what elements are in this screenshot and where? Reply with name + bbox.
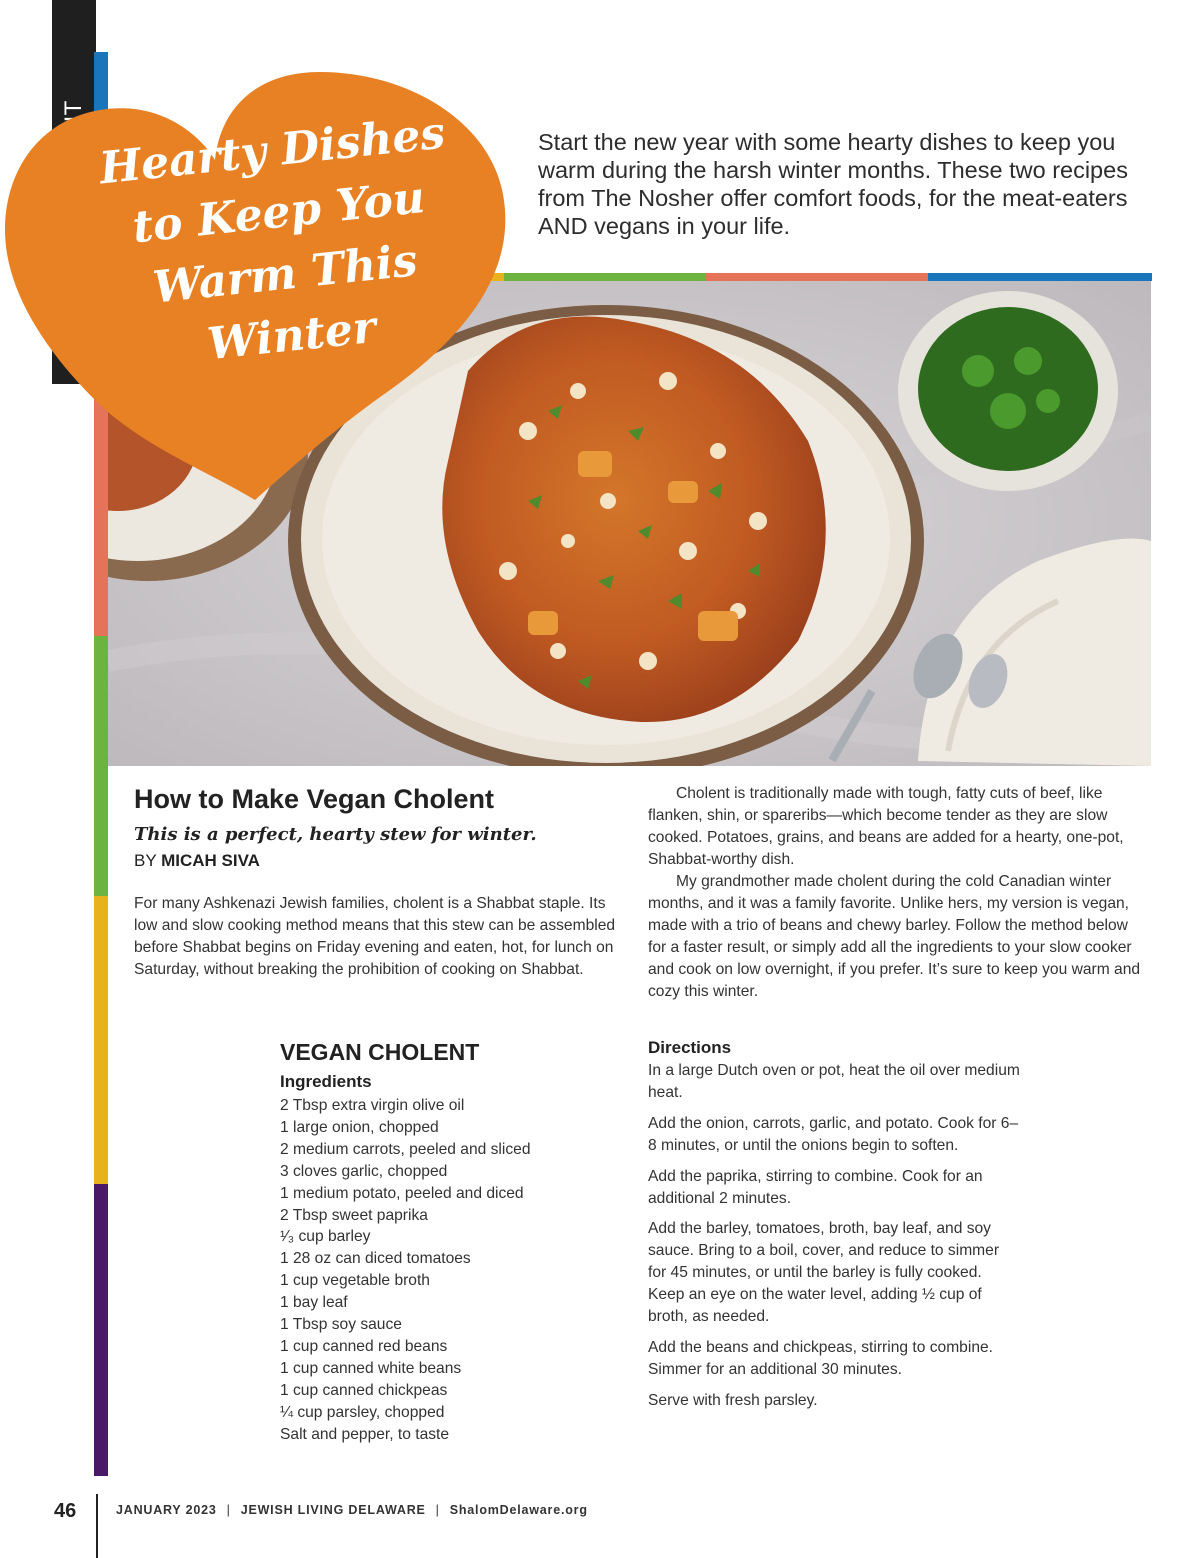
article-paragraph-2: Cholent is traditionally made with tough, fatty cuts of beef, like flanken, shin, or spareribs—which become tender as they are slow cooked. Potatoes, grains, and beans are added for a hearty, one-pot, Shabbat-worthy dish. [648,785,1124,868]
footer-publication: JEWISH LIVING DELAWARE [240,1503,426,1517]
ingredient-item: 3 cloves garlic, chopped [280,1162,448,1180]
footer-separator: | [435,1503,440,1517]
footer-divider [96,1494,98,1558]
direction-step: Add the paprika, stirring to combine. Cook for an additional 2 minutes. [648,1167,983,1207]
ingredient-item: 2 Tbsp extra virgin olive oil [280,1097,465,1114]
ingredient-item: 1 cup canned chickpeas [280,1381,448,1399]
footer-website[interactable]: ShalomDelaware.org [449,1503,588,1517]
byline: BY MICAH SIVA [134,851,260,870]
ingredient-item: ¼ cup parsley, chopped [280,1403,445,1421]
ingredients-heading: Ingredients [280,1072,372,1091]
ingredient-item: 1 28 oz can diced tomatoes [280,1250,471,1268]
ingredient-item: 1 cup vegetable broth [280,1272,430,1290]
footer-issue: JANUARY 2023 [116,1503,217,1517]
ingredient-item: 1 cup canned red beans [280,1337,448,1355]
footer-line [116,1503,588,1517]
h-stripe-coral [706,273,928,281]
ingredient-item: 1 bay leaf [280,1294,348,1312]
color-stripe-green [94,636,108,896]
h-stripe-green [504,273,706,281]
intro-text: Start the new year with some hearty dishes to keep you warm during the harsh winter months. These two recipes from The Nosher offer comfort foods, for the meat-eaters AND vegans in your life. [538,129,1128,239]
ingredients-list [280,1095,531,1446]
color-stripe-yellow [94,896,108,1184]
ingredient-item: 1 medium potato, peeled and diced [280,1184,524,1202]
page-number: 46 [54,1500,77,1522]
directions-list [648,1060,1020,1421]
ingredient-item: Salt and pepper, to taste [280,1425,450,1443]
direction-step: Add the beans and chickpeas, stirring to combine. Simmer for an additional 30 minutes. [648,1338,993,1378]
color-stripe-purple [94,1184,108,1476]
article-paragraph-3: My grandmother made cholent during the cold Canadian winter months, and it was a family favorite. Unlike hers, my version is vegan, made with a trio of beans and chewy barley. Follow the method below for a faster result, or simply add all the ingredients to your slow cooker and cook on low overnight, if you prefer. It’s sure to keep you warm and cozy this winter. [648,873,1141,1000]
direction-step: Add the onion, carrots, garlic, and potato. Cook for 6–8 minutes, or until the onions begin to soften. [648,1114,1019,1154]
direction-step: Serve with fresh parsley. [648,1391,818,1409]
direction-step: In a large Dutch oven or pot, heat the oil over medium heat. [648,1062,1020,1101]
headline: Hearty Dishes to Keep You Warm This Winter [97,107,448,371]
ingredient-item: 1 large onion, chopped [280,1118,439,1136]
ingredient-item: ¹⁄₃ cup barley [280,1228,371,1246]
article-column-2 [648,783,1142,1003]
directions-heading: Directions [648,1038,732,1057]
footer-separator: | [226,1503,231,1517]
direction-step: Add the barley, tomatoes, broth, bay leaf, and soy sauce. Bring to a boil, cover, and reduce to simmer for 45 minutes, or until the barley is fully cooked. Keep an eye on the water level, adding ½ cup of broth, as needed. [648,1220,1000,1326]
ingredient-item: 2 Tbsp sweet paprika [280,1206,428,1224]
ingredient-item: 1 Tbsp soy sauce [280,1316,402,1334]
ingredient-item: 1 cup canned white beans [280,1359,462,1377]
article-dek: This is a perfect, hearty stew for winter. [134,824,537,845]
recipe-title: VEGAN CHOLENT [280,1039,480,1065]
h-stripe-blue [928,273,1152,281]
article-title: How to Make Vegan Cholent [134,784,495,814]
article-paragraph-1: For many Ashkenazi Jewish families, cholent is a Shabbat staple. Its low and slow cooking method means that this stew can be assembled before Shabbat begins on Friday evening and eaten, hot, for lunch on Saturday, without breaking the prohibition of cooking on Shabbat. [134,895,616,978]
ingredient-item: 2 medium carrots, peeled and sliced [280,1140,531,1158]
